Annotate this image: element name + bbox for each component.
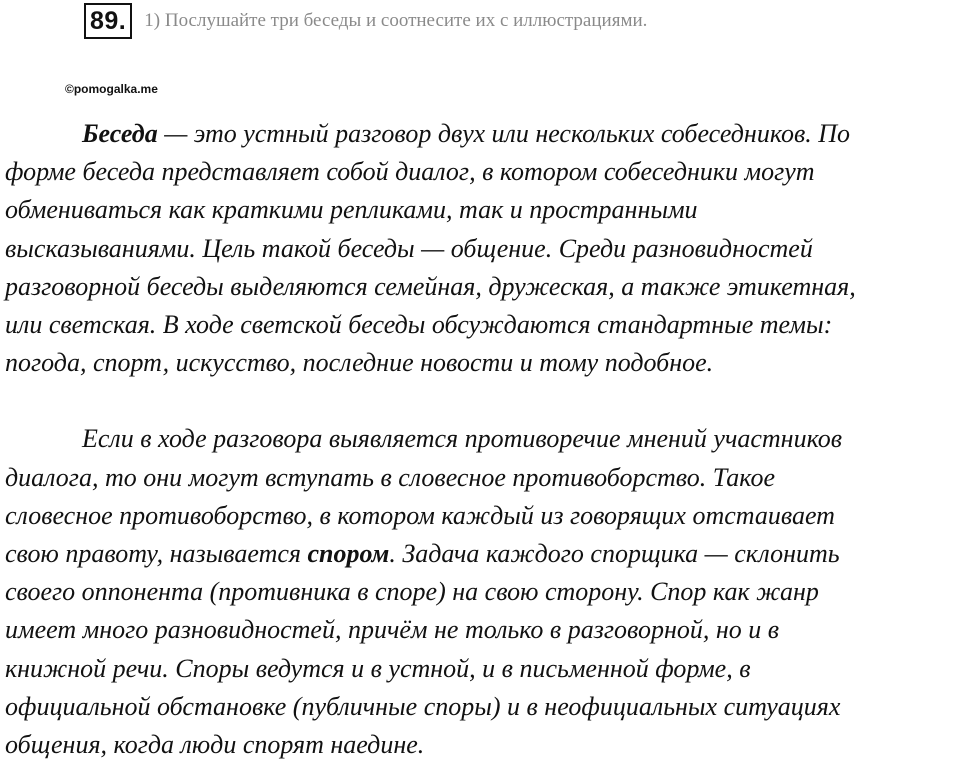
p2-line-2: диалога, то они могут вступать в словесное противоборство. Такое [5,462,775,492]
p2-line-6: имеет много разновидностей, причём не только в разговорной, но и в [5,615,780,645]
article-body [5,115,955,764]
p2-line-3: словесное противоборство, в котором каждый из говорящих отстаивает [5,500,835,530]
exercise-header [84,3,647,39]
exercise-number: 89. [84,3,132,39]
p2-line-8: официальной обстановке (публичные споры) и в неофициальных ситуациях [5,691,841,721]
watermark: ©pomogalka.me [65,82,158,96]
p2-line-1: Если в ходе разговора выявляется противоречие мнений участников [82,424,843,454]
p1-line-1: — это устный разговор двух или нескольких собеседников. По [157,119,851,148]
p2-line-9: общения, когда люди спорят наедине. [5,730,425,760]
p1-line-4: высказываниями. Цель такой беседы — общение. Среди разновидностей [5,233,813,263]
p2-line-5: своего оппонента (противника в споре) на свою сторону. Спор как жанр [5,577,819,607]
paragraph-2 [5,420,955,764]
p2-line-4-end: . Задача каждого спорщика — склонить [389,539,840,569]
p1-line-3: обмениваться как краткими репликами, так и пространными [5,195,698,225]
p1-line-2: форме беседа представляет собой диалог, в котором собеседники могут [5,157,815,187]
p2-line-4: свою правоту, называется [5,539,308,569]
p1-line-5: разговорной беседы выделяются семейная, дружеская, а также этикетная, [5,271,856,301]
p1-line-6: или светская. В ходе светской беседы обсуждаются стандартные темы: [5,310,833,340]
p1-line-7: погода, спорт, искусство, последние новости и тому подобное. [5,348,714,378]
term-beseda: Беседа [82,119,158,148]
p2-line-7: книжной речи. Споры ведутся и в устной, и в письменной форме, в [5,653,751,683]
term-spor: спором [307,539,390,569]
paragraph-1 [5,115,955,382]
exercise-task: 1) Послушайте три беседы и соотнесите их с иллюстрациями. [144,10,648,31]
